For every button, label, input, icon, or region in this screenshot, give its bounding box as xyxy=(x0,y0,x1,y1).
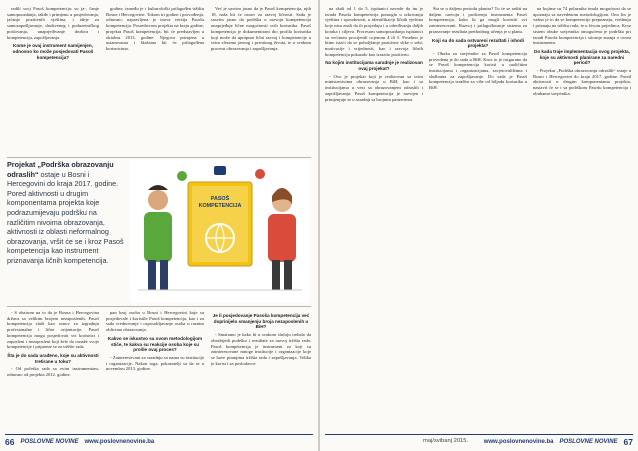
article-column-1-top xyxy=(7,6,99,156)
article-column-3-top xyxy=(211,6,311,156)
website-link[interactable]: www.poslovnenovine.ba xyxy=(483,439,554,445)
issue-date: maj/svibanj 2015. xyxy=(423,438,469,444)
paragraph: pan broj osoba u Bosni i Hercegovini koje su posjedovale i koristile Pasoš kompetencija, kao i za sada vrednovanje i osposobljavanje osoba u raznim oblicima obrazovanja. xyxy=(106,310,204,333)
website-link[interactable]: www.poslovnenovine.ba xyxy=(84,439,155,445)
lead-bold: Projekat „Podrška obrazovanju odraslih“ xyxy=(7,160,114,179)
paragraph: Šta se u daljem periodu planira? Tu će se raditi na daljem razvoju i proširenju instrumenta Pasoš kompetencija, kako bi ga mogli koristiti svi zainteresovani. Razvoj i prilagođavanje sistema za priznavanje rezultata prethodnog učenja je u planu. xyxy=(429,6,527,34)
article-column-2-bottom xyxy=(106,310,204,430)
paragraph: - Ovo je projekat koji je realizovan sa svim ministarstvima obrazovanja u BiH, kao i sa institucijama u vezi sa obrazovanjem odraslih i zapošljavanja. Pasoš kompetencija je razvijen i primjenjuje se u saradnji sa brojnim partnerima. xyxy=(325,73,423,102)
interview-question: Do kada traje implementacija ovog projekta, koje su aktivnosti planirane za naredni period? xyxy=(534,48,630,66)
paragraph: - Projekat „Podrška obrazovanju odraslih“ ostaje u Bosni i Hercegovini do kraja 2017. godine. Pored aktivnosti u drugim komponentama projekta, nastavit će se i sa podrškom Pasošu kompetencija i obukama savjetnika. xyxy=(533,68,631,96)
paragraph: - S obzirom na to da je Bosna i Hercegovina država sa velikim brojem nezaposlenih, Pasoš kompetencija služi kao osnov za izgradnju profesionalne i lične orijentacije. Pasoš kompetencija mogu posjedovati svi korisnici i zaposleni i nezaposleni koji žele da osnaže svoje kompetencije i pripreme se za tržište rada. xyxy=(7,310,99,350)
right-page xyxy=(320,0,638,451)
paragraph: - Od početka rada sa ovim instrumentom, odnosno od projekta 2012. godine. xyxy=(7,366,99,378)
article-column-4 xyxy=(325,6,423,430)
paragraph: Već je sasvim jasno da je Pasoš kompetencija, njih 18, naša bit će osnov za razvoj ličnosti. Sada je sasvim jasno da podrška u razvoju kompetencija unaprjeđuje lične mogućnosti svih korisnika. Pasoš kompetencija je dokumentirani dio profila korisnika koji može da upotpuni lični razvoj i kompetencije u svim sferama javnog i privatnog života, te u svakom procesu obrazovanja i zapošljavanja. xyxy=(211,6,311,51)
interview-question: Na kojim institucijama saradnje je realizovan ovaj projekat? xyxy=(325,60,423,72)
interview-question: Je li posjedovanje Pasoša kompetencija već doprinijelo smanjenju broja nezaposlenih u BiH? xyxy=(212,313,310,330)
article-column-2-top xyxy=(106,6,204,156)
page-number: 67 xyxy=(623,437,633,447)
interview-question: Šta je do sada urađeno, koje su aktivnosti tretirane u toku? xyxy=(7,352,99,364)
paragraph: - Obuka za savjetnike za Pasoš kompetencija provedena je do sada u BiH. Kroz to je osigurano da se Pasoš kompetencija koristi u različitim institucijama i organizacijama, savjetovalištima i službama za zapošljavanje. Do sada je Pasoš kompetencija izrađen za više od hiljadu korisnika u BiH. xyxy=(429,50,527,91)
left-page xyxy=(0,0,318,451)
paragraph: - Zainteresovani za saradnju sa nama su institucije i organizacije. Nakon toga, pokazatelji su da se u novembru 2013. godine. xyxy=(106,354,204,372)
paragraph: - Smatrano je kako bi u svakom slučaju trebalo da obezbijedi podršku i rezultate za razvoj tržišta rada. Pasoš kompetencija je instrument za koji su zainteresovane mnoge institucije i organizacije koje se bave pitanjima tržišta rada i zapošljavanja. Velika je korist i za poslodavce. xyxy=(211,332,311,366)
footer-rule xyxy=(5,434,313,435)
paragraph: na kojima su 74 polaznika imala mogućnost da se upoznaju sa navedenom metodologijom. Ono što je važno je to da se kompetencije prepoznaju, vrednuju i priznaju na tržištu rada, te u životu pojedinca. Kroz sistem obuke savjetnika omogućena je podrška pri izradi Pasoša kompetencija i sticanje znanja o ovom instrumentu. xyxy=(533,6,631,46)
paragraph: radili svoj Pasoš kompetencija: su ja-, čanje samopouzdanja, takđe i primjenu u posjedovanja, jačanje pozitivnih vještina, i ideje za samozapošljavanje, društvenog i poduzetničkog poslovanja, unaprjeđivanje društva i kompetencija, zapošljavanja. xyxy=(7,6,99,40)
footer-left xyxy=(5,437,154,447)
illustration-graphic xyxy=(130,160,310,303)
publication-name: POSLOVNE NOVINE xyxy=(20,439,79,445)
paragraph: na skali od 1 do 5, ispitanici navode da im je izrada Pasoša kompetencija pomogla u otkrivanju vještina i sposobnosti, u identifikaciji ličnih vještina koje nisu znali da ih posjeduju i u određivanju daljih koraka i ciljeva. Procesom samopouzdanja ispitanici su većinom procijenili ocjenom 4 ili 5. Posebno je bitno istaći da se poboljšanje pozitivne slike o sebi, motivacije i vrijednosti, kao i razvoja ličnih kompetencija pokazalo kao izrazito pozitivno. xyxy=(325,6,423,57)
article-column-6 xyxy=(533,6,631,430)
pasos-kompetencija-illustration xyxy=(130,160,310,303)
lead-rest: ostaje u Bosni i Hercegovini do kraja 2017. godine. Pored aktivnosti u drugim komponentama projekta koje podrazumijevaju podršku na različitim nivoima obrazovanja, aktivnosti iz oblasti neformalnog obrazovanja, vršit će se i kroz Pasoš kompetencija kao instrument priznavanja ličnih kompetencija. xyxy=(7,169,124,265)
article-column-5 xyxy=(429,6,527,430)
illustration-label: PASOŠ KOMPETENCIJA xyxy=(198,196,242,209)
publication-name: POSLOVNE NOVINE xyxy=(559,439,618,445)
article-column-3-bottom xyxy=(211,310,311,430)
divider xyxy=(7,157,311,158)
divider xyxy=(7,306,311,307)
lead-paragraph xyxy=(7,160,125,266)
article-column-1-bottom xyxy=(7,310,99,430)
footer-right xyxy=(484,437,633,447)
footer-rule xyxy=(325,434,633,435)
interview-question: Koji su do sada ostvareni rezultati i ishodi projekta? xyxy=(432,37,524,49)
interview-question: Kome je ovaj instrument namijenjen, odnosno ko može posjedovati Pasoš kompetencija? xyxy=(12,43,94,60)
interview-question: Kakvo se iskustvo sa ovom metodologijom stiče, te kakva su reakcije osoba koje su prošle ovaj proces? xyxy=(107,335,203,353)
page-number: 66 xyxy=(5,437,15,447)
paragraph: godine, između je i kulturološki prilagođen tržištu Bosne i Hercegovine. Tokom tri godine i provođenja, odnosno, napravljena je inova verzija Pasoša kompetencija. Posredstvom projekta na kraju godine, projekat Pasoš kompetencija, bit će predstavljen u oktobru 2013. godine. Njegova primjena u ustanovama i školama bit će prilagođena korisnicima. xyxy=(106,6,204,51)
